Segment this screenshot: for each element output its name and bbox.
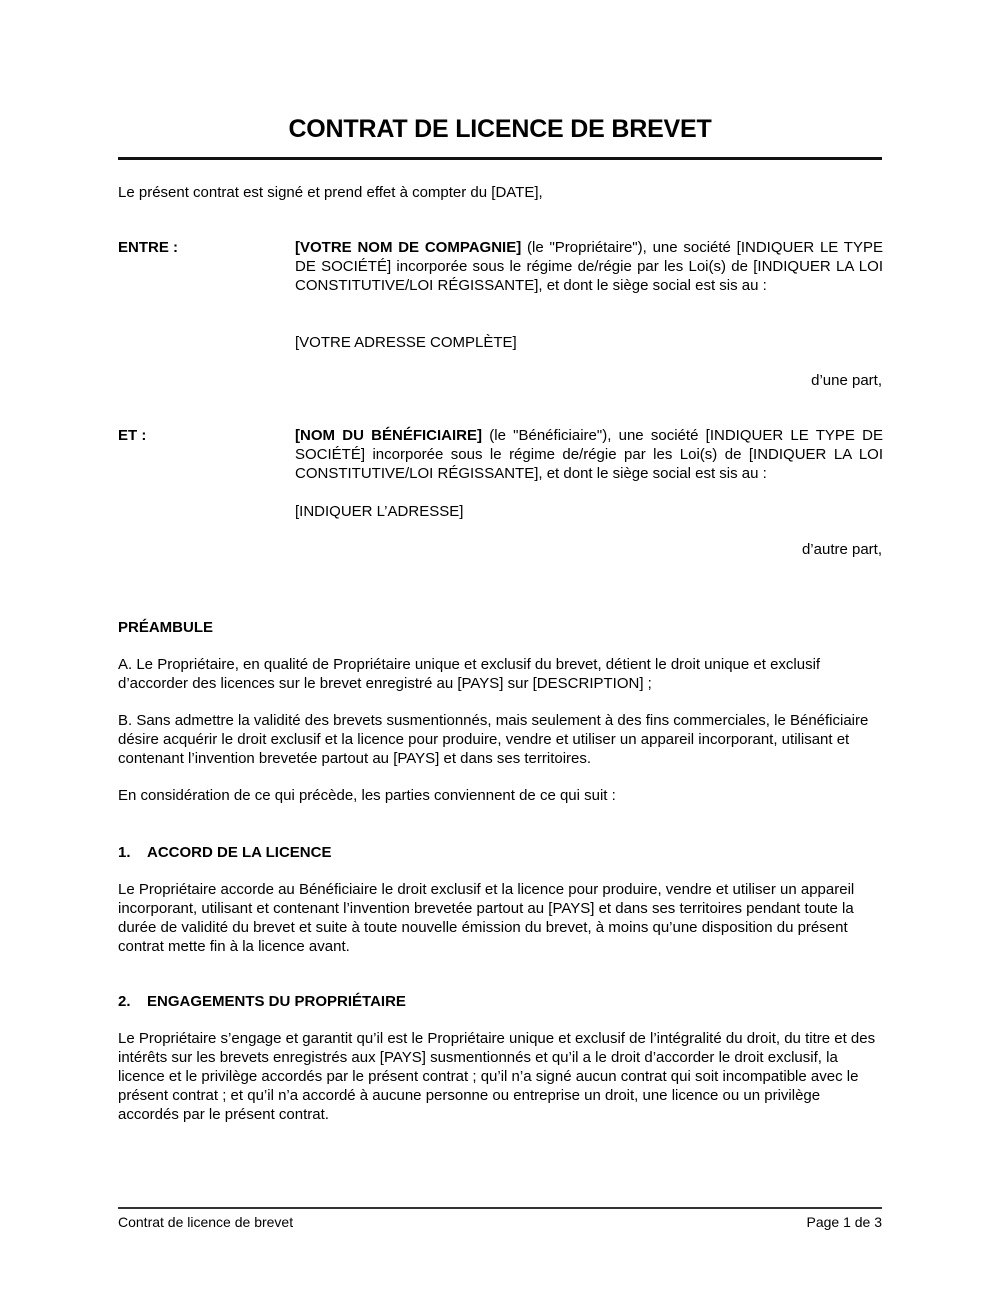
party-description <box>295 238 883 295</box>
party-label-et: ET : <box>118 427 147 444</box>
preamble-paragraph-a: A. Le Propriétaire, en qualité de Propriétaire unique et exclusif du brevet, détient le droit unique et exclusif d’accorder des licences sur le brevet enregistré au [PAYS] sur [DESCRIPTION] ; <box>118 656 821 692</box>
party-address: [VOTRE ADRESSE COMPLÈTE] <box>295 334 517 351</box>
section-body-1: Le Propriétaire accorde au Bénéficiaire le droit exclusif et la licence pour produire, vendre et utiliser un appareil incorporant, utilisant et contenant l’invention brevetée partout au [PAYS] et dans ses territoires pendant toute la durée de validité du brevet et suite à toute nouvelle émission du brevet, à moins qu’une disposition du présent contrat mette fin à la licence avant. <box>118 881 855 955</box>
party-description <box>295 426 883 483</box>
party-block-beneficiary <box>295 426 883 483</box>
party-closing: d’une part, <box>811 372 882 389</box>
footer-divider <box>118 1207 882 1209</box>
party-description-text: (le "Bénéficiaire"), une société [INDIQUER LE TYPE DE SOCIÉTÉ] incorporée sous le régime de/régie par les Loi(s) de [INDIQUER LA LOI CONSTITUTIVE/LOI RÉGISSANTE], et dont le siège social est sis au : <box>295 427 883 482</box>
preamble-heading: PRÉAMBULE <box>118 619 214 636</box>
party-address: [INDIQUER L’ADRESSE] <box>295 503 464 520</box>
footer-document-name: Contrat de licence de brevet <box>118 1214 294 1230</box>
section-heading-2 <box>118 992 406 1011</box>
section-number: 1. <box>118 844 131 861</box>
party-description-text: (le "Propriétaire"), une société [INDIQUER LE TYPE DE SOCIÉTÉ] incorporée sous le régime de/régie par les Loi(s) de [INDIQUER LA LOI CONSTITUTIVE/LOI RÉGISSANTE], et dont le siège social est sis au : <box>295 239 883 294</box>
section-number: 2. <box>118 993 131 1010</box>
party-label-entre: ENTRE : <box>118 239 178 256</box>
party-name: [NOM DU BÉNÉFICIAIRE] <box>295 427 482 444</box>
title-divider <box>118 157 882 160</box>
section-body-2: Le Propriétaire s’engage et garantit qu’il est le Propriétaire unique et exclusif de l’intégralité du droit, du titre et des intérêts sur les brevets enregistrés aux [PAYS] susmentionnés et qu’il a le droit d’accorder le droit exclusif, la licence et le privilège accordés par le présent contrat ; qu’il n’a signé aucun contrat qui soit incompatible avec le présent contrat ; et qu’il n’a accordé à aucune personne ou entreprise un droit, une licence ou un privilège accordés par le présent contrat. <box>118 1030 876 1123</box>
party-name: [VOTRE NOM DE COMPAGNIE] <box>295 239 522 256</box>
preamble-paragraph-c: En considération de ce qui précède, les parties conviennent de ce qui suit : <box>118 787 616 804</box>
section-title: ACCORD DE LA LICENCE <box>147 844 332 861</box>
preamble-paragraph-b: B. Sans admettre la validité des brevets susmentionnés, mais seulement à des fins commerciales, le Bénéficiaire désire acquérir le droit exclusif et la licence pour produire, vendre et utiliser un appareil incorporant, utilisant et contenant l’invention brevetée partout au [PAYS] et dans ses territoires. <box>118 712 869 767</box>
intro-text: Le présent contrat est signé et prend effet à compter du [DATE], <box>118 184 543 201</box>
footer-page-number: Page 1 de 3 <box>806 1214 882 1230</box>
party-closing: d’autre part, <box>801 541 882 558</box>
document-title: CONTRAT DE LICENCE DE BREVET <box>288 115 712 143</box>
section-heading-1 <box>118 843 331 862</box>
party-block-owner <box>295 238 883 295</box>
section-title: ENGAGEMENTS DU PROPRIÉTAIRE <box>147 993 406 1010</box>
